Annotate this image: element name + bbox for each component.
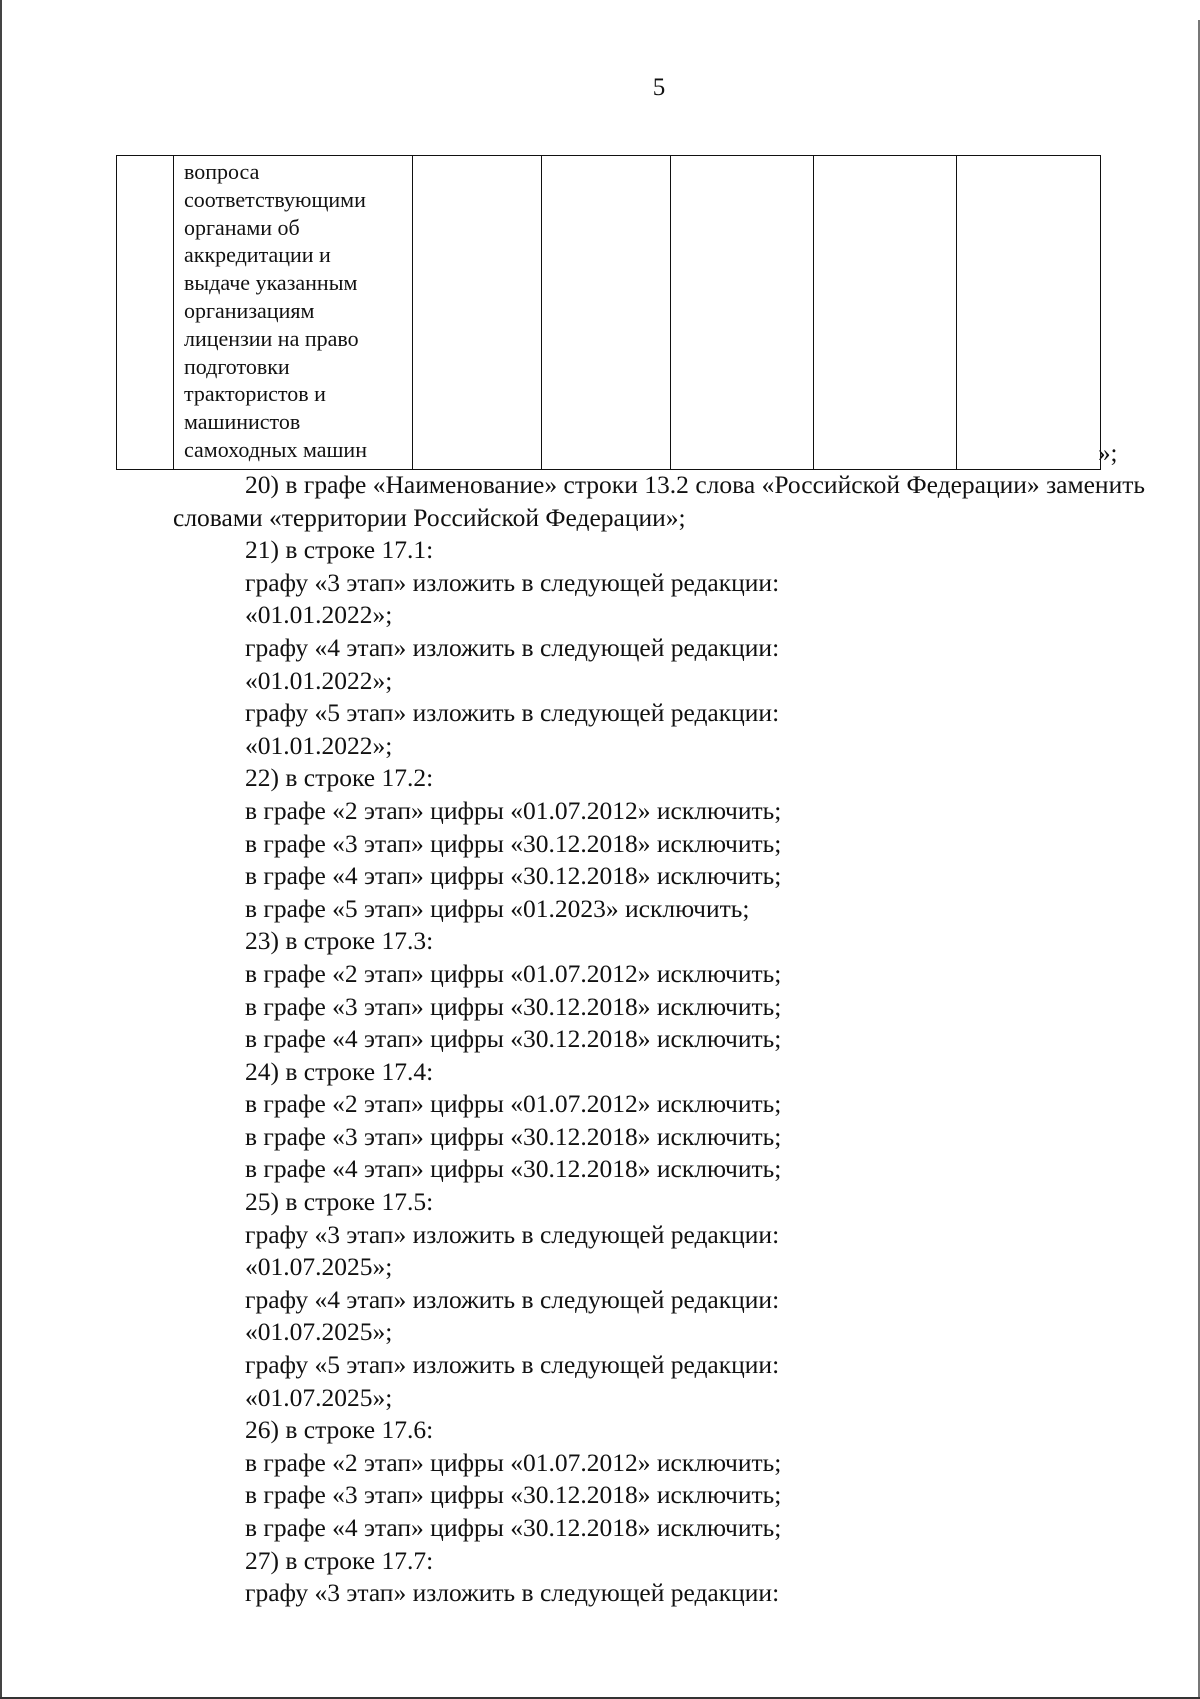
amendment-line: в графе «4 этап» цифры «30.12.2018» исключить; (245, 861, 782, 891)
amendment-line: в графе «5 этап» цифры «01.2023» исключить; (245, 893, 750, 923)
table-cell-stage-5 (957, 156, 1101, 470)
table-name-line: организациям (184, 297, 315, 323)
table-cell-stage-4 (814, 156, 957, 470)
amendment-line: в графе «4 этап» цифры «30.12.2018» исключить; (245, 1513, 782, 1542)
amendment-line: 24) в строке 17.4: (245, 1056, 434, 1086)
amendment-line: в графе «3 этап» цифры «30.12.2018» исключить; (245, 1121, 782, 1151)
amendment-line: в графе «2 этап» цифры «01.07.2012» исключить; (245, 795, 782, 825)
table-name-line: самоходных машин (184, 436, 367, 462)
amendment-line: в графе «3 этап» цифры «30.12.2018» исключить; (245, 991, 782, 1021)
table-name-line: машинистов (184, 409, 301, 435)
amendment-line: графу «3 этап» изложить в следующей редакции: (245, 567, 780, 597)
amendment-line: 27) в строке 17.7: (245, 1545, 434, 1575)
amendment-line: 25) в строке 17.5: (245, 1187, 434, 1217)
amendment-line: в графе «3 этап» цифры «30.12.2018» исключить; (245, 1480, 782, 1510)
amendment-line: 21) в строке 17.1: (245, 535, 434, 565)
amendment-line: «01.01.2022»; (245, 730, 393, 760)
amendment-line: «01.01.2022»; (245, 665, 393, 695)
table-cell-stage-1 (413, 156, 542, 470)
table-name-line: вопроса (184, 159, 260, 184)
amendment-line: «01.01.2022»; (245, 600, 393, 630)
continued-table (116, 155, 1101, 470)
table-closing-mark: »; (1098, 440, 1118, 467)
amendment-line: «01.07.2025»; (245, 1252, 393, 1282)
amendment-text (173, 469, 1145, 1610)
amendment-line: графу «3 этап» изложить в следующей редакции: (245, 1578, 780, 1608)
amendment-line: графу «4 этап» изложить в следующей редакции: (245, 632, 780, 662)
table-cell-name (174, 156, 413, 470)
amendment-line: в графе «2 этап» цифры «01.07.2012» исключить; (245, 1447, 782, 1477)
amendment-line: в графе «2 этап» цифры «01.07.2012» исключить; (245, 1089, 782, 1119)
table-cell-stage-2 (542, 156, 671, 470)
amendment-line: 26) в строке 17.6: (245, 1415, 434, 1445)
table-cell-number (117, 156, 174, 470)
amendment-line: 23) в строке 17.3: (245, 926, 434, 956)
amendment-line: графу «5 этап» изложить в следующей редакции: (245, 1350, 780, 1380)
table-name-line: выдаче указанным (184, 270, 358, 296)
amendment-line: графу «5 этап» изложить в следующей редакции: (245, 698, 780, 728)
amendment-line: в графе «4 этап» цифры «30.12.2018» исключить; (245, 1024, 782, 1054)
amendment-paragraph: 20) в графе «Наименование» строки 13.2 слова «Российской Федерации» заменить словами «территории Российской Федерации»; (173, 470, 1145, 532)
table-row (117, 156, 1101, 470)
amendment-line: графу «3 этап» изложить в следующей редакции: (245, 1219, 780, 1249)
table-name-line: подготовки (184, 353, 290, 379)
amendment-line: «01.07.2025»; (245, 1382, 393, 1412)
table-name-line: лицензии на право (184, 325, 359, 351)
amendment-line: «01.07.2025»; (245, 1317, 393, 1347)
amendment-line: графу «4 этап» изложить в следующей редакции: (245, 1284, 780, 1314)
amendment-line: 22) в строке 17.2: (245, 763, 434, 793)
amendment-line: в графе «4 этап» цифры «30.12.2018» исключить; (245, 1154, 782, 1184)
table-name-line: органами об (184, 214, 300, 240)
page-number: 5 (652, 74, 666, 101)
amendment-line: в графе «3 этап» цифры «30.12.2018» исключить; (245, 828, 782, 858)
scan-edge-left (0, 0, 2, 1699)
table-name-line: соответствующими (184, 186, 366, 212)
amendment-line: в графе «2 этап» цифры «01.07.2012» исключить; (245, 958, 782, 988)
table-name-line: трактористов и (184, 381, 326, 407)
table-name-line: аккредитации и (184, 242, 331, 268)
table-cell-stage-3 (671, 156, 814, 470)
